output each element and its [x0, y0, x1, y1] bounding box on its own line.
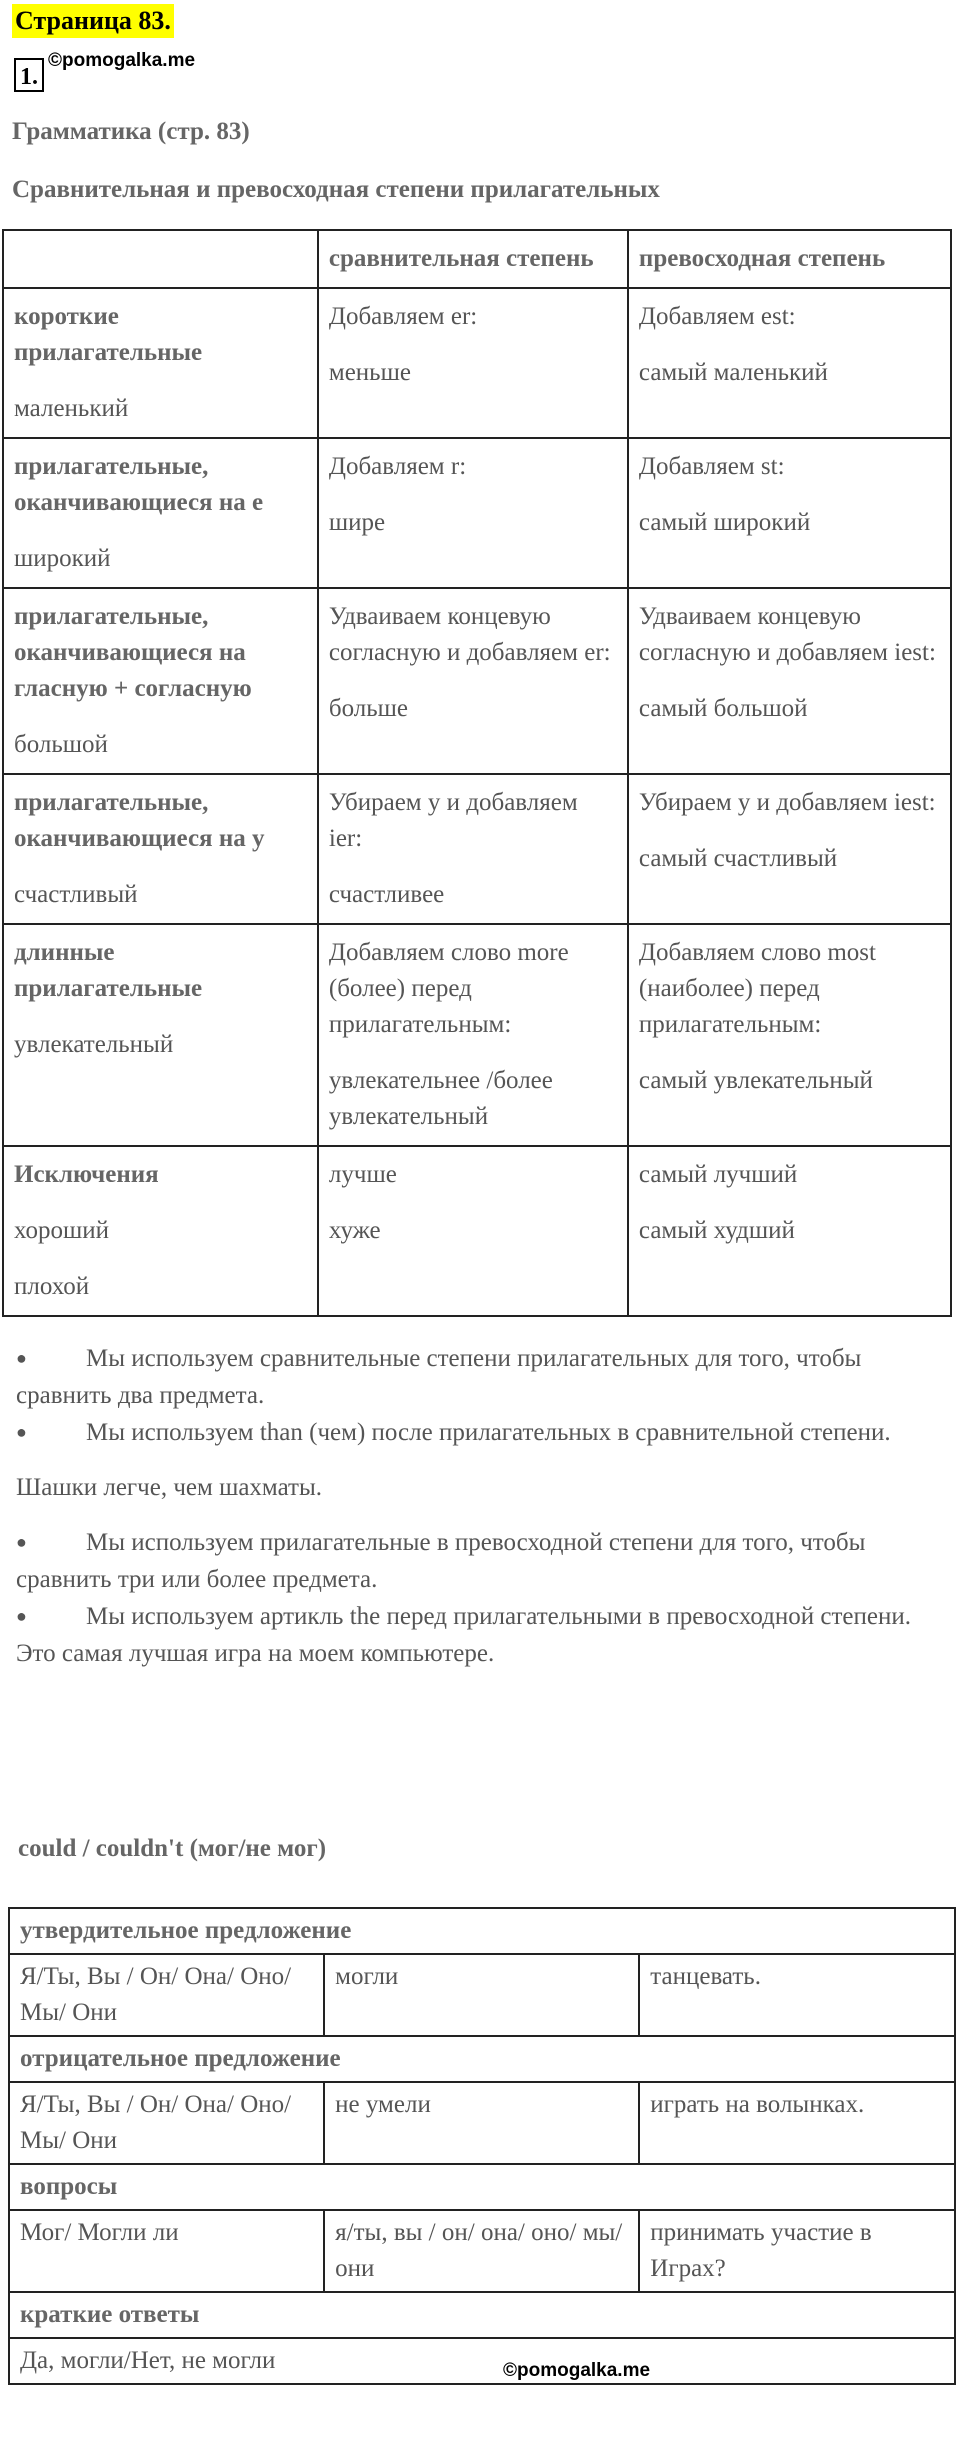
section-title-could: could / couldn't (мог/не мог) — [18, 1835, 327, 1862]
list-item — [16, 1340, 936, 1414]
table-cell — [628, 438, 951, 588]
table-cell — [3, 438, 318, 588]
table-row — [9, 2164, 955, 2210]
table-cell: Да, могли/Нет, не могли — [9, 2338, 955, 2384]
adjective-type: гласную + согласную — [14, 675, 252, 702]
table-row — [3, 288, 951, 438]
table-section-header: вопросы — [9, 2164, 955, 2210]
list-item — [16, 1524, 936, 1598]
table-cell: Мог/ Могли ли — [9, 2210, 324, 2292]
table-header-cell: превосходная степень — [628, 230, 951, 288]
list-item — [16, 1414, 936, 1451]
table-cell — [628, 774, 951, 924]
table-cell — [628, 924, 951, 1146]
example-word: хороший — [14, 1217, 110, 1244]
adjective-type: прилагательные — [14, 975, 203, 1002]
adjective-type: оканчивающиеся на — [14, 639, 246, 666]
rule-text: Добавляем est: — [638, 303, 796, 330]
adjective-type: оканчивающиеся на y — [14, 825, 265, 852]
bullet-icon: ● — [16, 1422, 27, 1442]
table-cell: могли — [324, 1954, 639, 2036]
note-text: Мы используем than (чем) после прилагательных в сравнительной степени. — [86, 1419, 891, 1446]
example-word: меньше — [328, 359, 411, 386]
example-word: лучше — [328, 1161, 397, 1188]
table-cell: Я/Ты, Вы / Он/ Она/ Оно/ Мы/ Они — [9, 1954, 324, 2036]
section-subtitle: Сравнительная и превосходная степени прилагательных — [12, 176, 660, 203]
table-cell — [628, 588, 951, 774]
example-word: плохой — [14, 1273, 90, 1300]
table-row — [3, 774, 951, 924]
adjective-type: прилагательные — [14, 339, 203, 366]
exceptions-label: Исключения — [14, 1161, 159, 1188]
watermark-top: ©pomogalka.me — [48, 50, 196, 71]
example-word: шире — [328, 509, 386, 536]
table-cell — [318, 1146, 628, 1316]
table-header-row — [3, 230, 951, 288]
bullet-icon: ● — [16, 1606, 27, 1626]
section-title: Грамматика (стр. 83) — [12, 118, 250, 145]
table-row — [9, 1954, 955, 2036]
rule-text: Добавляем er: — [328, 303, 478, 330]
table-row — [9, 2338, 955, 2384]
note-text: Мы используем прилагательные в превосходной степени для того, чтобы сравнить три или более предмета. — [16, 1529, 866, 1593]
adjective-type: длинные — [14, 939, 115, 966]
rule-text: Удваиваем концевую согласную и добавляем er: — [328, 603, 611, 666]
example-word: счастливее — [328, 881, 445, 908]
table-row — [9, 1908, 955, 1954]
adjective-type: прилагательные, — [14, 789, 209, 816]
table-row — [3, 588, 951, 774]
table-cell — [318, 588, 628, 774]
table-cell — [628, 288, 951, 438]
table-cell — [628, 1146, 951, 1316]
example-word: самый лучший — [638, 1161, 798, 1188]
table-row — [9, 2036, 955, 2082]
example-word: большой — [14, 731, 108, 758]
task-number: 1. — [14, 58, 44, 92]
table-cell: танцевать. — [639, 1954, 955, 2036]
table-row — [9, 2210, 955, 2292]
table-cell — [3, 1146, 318, 1316]
example-sentence: Это самая лучшая игра на моем компьютере. — [16, 1640, 495, 1667]
table-cell: не умели — [324, 2082, 639, 2164]
rule-text: Добавляем st: — [638, 453, 785, 480]
example-word: самый маленький — [638, 359, 828, 386]
table-row — [9, 2082, 955, 2164]
rule-text: Убираем y и добавляем ier: — [328, 789, 578, 852]
list-item — [16, 1598, 936, 1635]
example-word: хуже — [328, 1217, 381, 1244]
adjective-type: прилагательные, — [14, 453, 209, 480]
rule-text: Добавляем слово most (наиболее) перед прилагательным: — [638, 939, 876, 1038]
table-cell: я/ты, вы / он/ она/ оно/ мы/ они — [324, 2210, 639, 2292]
table-cell — [3, 924, 318, 1146]
table-row-exceptions — [3, 1146, 951, 1316]
note-text: Мы используем сравнительные степени прилагательных для того, чтобы сравнить два предмета. — [16, 1345, 862, 1409]
rule-text: Убираем y и добавляем iest: — [638, 789, 936, 816]
table-cell: играть на волынках. — [639, 2082, 955, 2164]
rule-text: Добавляем слово more (более) перед прилагательным: — [328, 939, 569, 1038]
table-cell — [3, 774, 318, 924]
adjective-type: короткие — [14, 303, 119, 330]
example-word: самый счастливый — [638, 845, 838, 872]
table-header-cell — [3, 230, 318, 288]
example-word: увлекательнее /более увлекательный — [328, 1067, 553, 1130]
table-row — [3, 924, 951, 1146]
table-section-header: краткие ответы — [9, 2292, 955, 2338]
table-section-header: утвердительное предложение — [9, 1908, 955, 1954]
example-word: маленький — [14, 395, 129, 422]
example-word: самый худший — [638, 1217, 795, 1244]
table-section-header: отрицательное предложение — [9, 2036, 955, 2082]
bullet-icon: ● — [16, 1532, 27, 1552]
table-cell: Я/Ты, Вы / Он/ Она/ Оно/ Мы/ Они — [9, 2082, 324, 2164]
example-word: больше — [328, 695, 409, 722]
table-header-cell: сравнительная степень — [318, 230, 628, 288]
bullet-icon: ● — [16, 1348, 27, 1368]
example-word: счастливый — [14, 881, 138, 908]
table-cell — [3, 288, 318, 438]
table-cell — [3, 588, 318, 774]
comparison-table — [2, 229, 952, 1317]
table-cell — [318, 774, 628, 924]
example-word: широкий — [14, 545, 111, 572]
rule-text: Добавляем r: — [328, 453, 467, 480]
example-word: самый широкий — [638, 509, 811, 536]
table-row — [9, 2292, 955, 2338]
adjective-type: прилагательные, — [14, 603, 209, 630]
example-sentence: Шашки легче, чем шахматы. — [16, 1474, 322, 1501]
example-word: самый большой — [638, 695, 808, 722]
notes-section — [16, 1340, 936, 1672]
watermark-bottom: ©pomogalka.me — [503, 2360, 651, 2381]
table-cell — [318, 924, 628, 1146]
could-table — [8, 1907, 956, 2385]
table-cell: принимать участие в Играх? — [639, 2210, 955, 2292]
note-text: Мы используем артикль the перед прилагательными в превосходной степени. — [86, 1603, 911, 1630]
example-word: увлекательный — [14, 1031, 174, 1058]
example-word: самый увлекательный — [638, 1067, 873, 1094]
table-cell — [318, 288, 628, 438]
page-title: Страница 83. — [12, 4, 174, 38]
adjective-type: оканчивающиеся на e — [14, 489, 264, 516]
table-row — [3, 438, 951, 588]
table-cell — [318, 438, 628, 588]
rule-text: Удваиваем концевую согласную и добавляем iest: — [638, 603, 936, 666]
